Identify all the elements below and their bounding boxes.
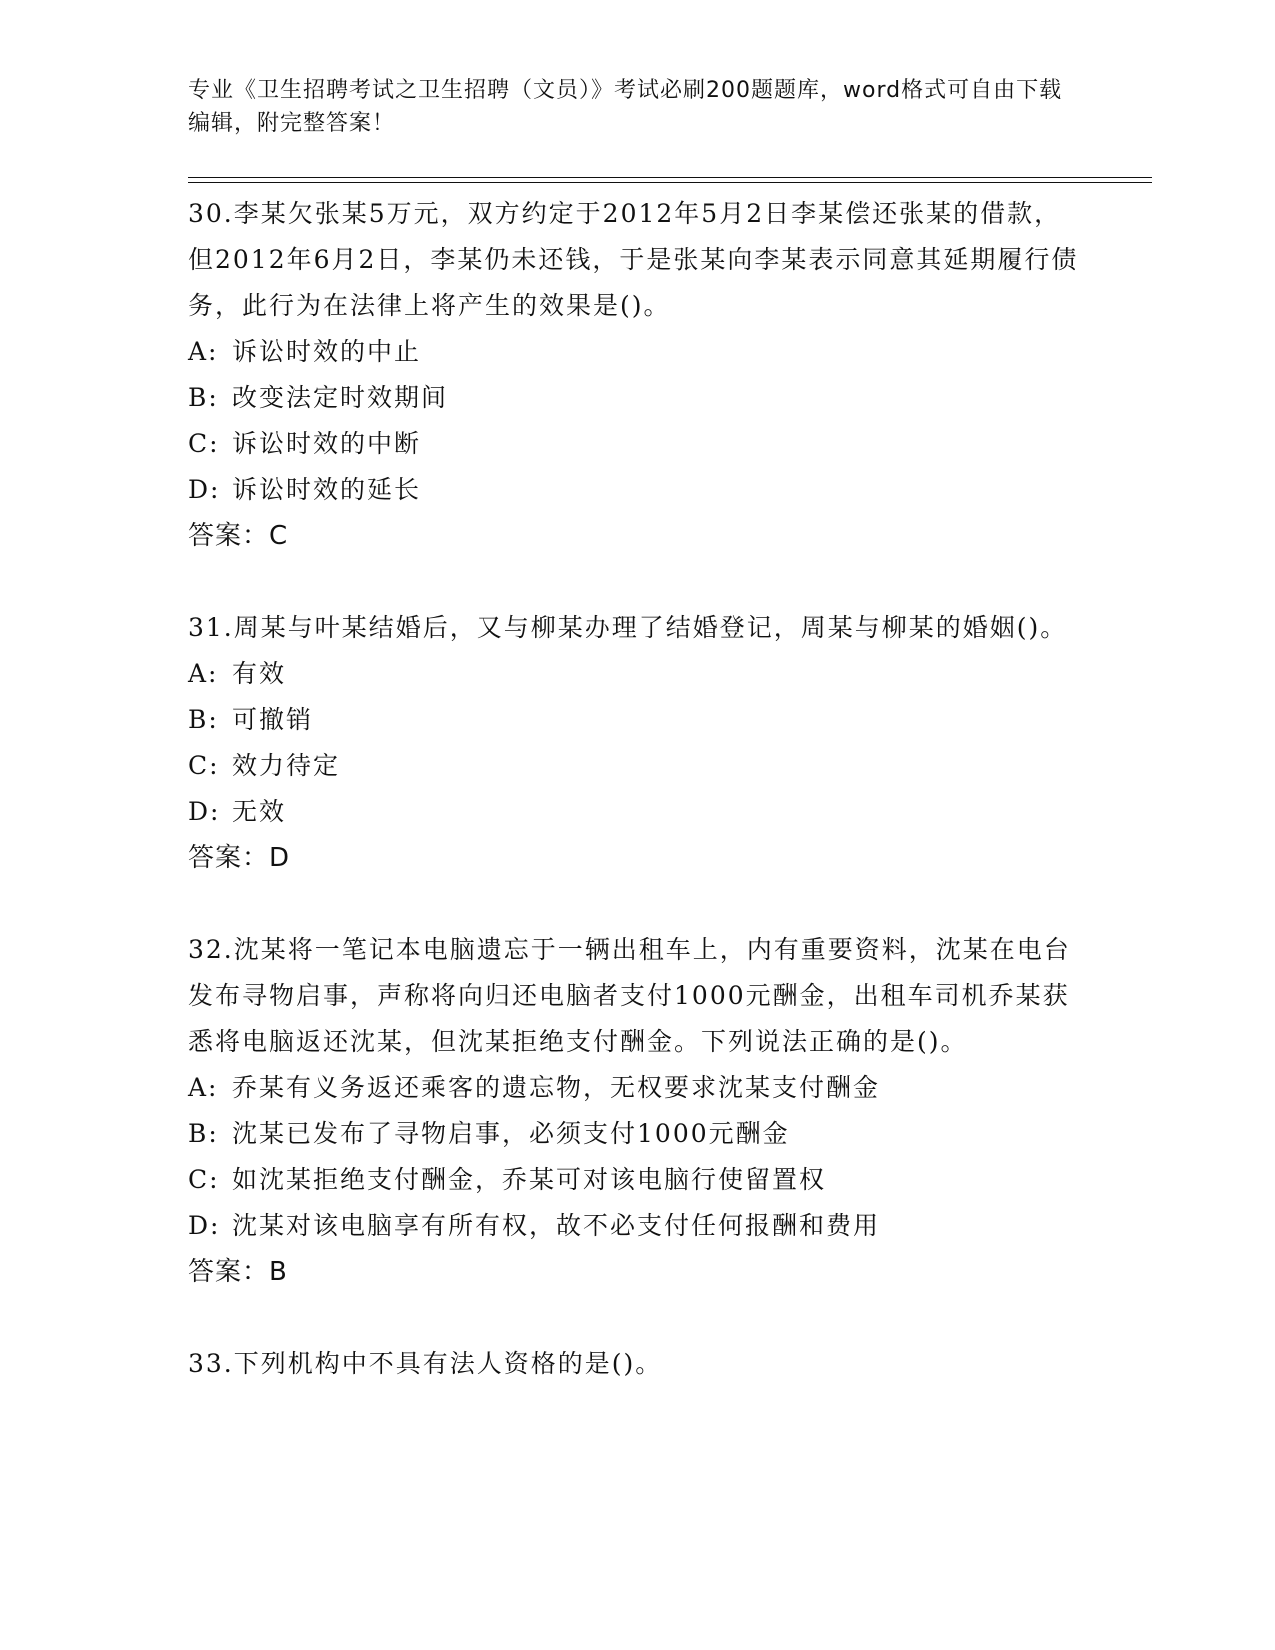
option-d [188, 789, 1088, 835]
question-31 [188, 605, 1088, 881]
option-text: 诉讼时效的中断 [232, 429, 422, 458]
option-text: 可撤销 [232, 705, 314, 734]
option-b [188, 1111, 1088, 1157]
option-key: A: [188, 337, 219, 366]
option-key: A: [188, 659, 219, 688]
question-33 [188, 1341, 1088, 1387]
option-c [188, 1157, 1088, 1203]
option-key: B: [188, 383, 219, 412]
option-key: D: [188, 797, 221, 826]
option-text: 乔某有义务返还乘客的遗忘物，无权要求沈某支付酬金 [232, 1073, 881, 1102]
option-text: 诉讼时效的中止 [232, 337, 422, 366]
answer-label: 答案：C [188, 521, 289, 551]
option-text: 沈某对该电脑享有所有权，故不必支付任何报酬和费用 [232, 1211, 881, 1240]
question-text: 31.周某与叶某结婚后，又与柳某办理了结婚登记，周某与柳某的婚姻()。 [188, 613, 1068, 642]
option-key: B: [188, 1119, 219, 1148]
document-header: 专业《卫生招聘考试之卫生招聘（文员）》考试必刷200题题库，word格式可自由下载编辑，附完整答案！ [188, 78, 1063, 136]
option-key: C: [188, 429, 220, 458]
option-b [188, 375, 1088, 421]
option-d [188, 467, 1088, 513]
header-divider-bottom [188, 182, 1152, 183]
question-text: 33.下列机构中不具有法人资格的是()。 [188, 1349, 663, 1378]
option-text: 如沈某拒绝支付酬金，乔某可对该电脑行使留置权 [232, 1165, 827, 1194]
question-30 [188, 191, 1088, 559]
option-d [188, 1203, 1088, 1249]
option-a [188, 1065, 1088, 1111]
option-a [188, 651, 1088, 697]
option-text: 有效 [232, 659, 287, 688]
option-c [188, 743, 1088, 789]
question-text: 32.沈某将一笔记本电脑遗忘于一辆出租车上，内有重要资料，沈某在电台发布寻物启事，声称将向归还电脑者支付1000元酬金，出租车司机乔某获悉将电脑返还沈某，但沈某拒绝支付酬金。下列说法正确的是()。 [188, 935, 1071, 1056]
option-a [188, 329, 1088, 375]
option-key: D: [188, 1211, 221, 1240]
option-text: 无效 [232, 797, 287, 826]
option-key: B: [188, 705, 219, 734]
option-key: C: [188, 751, 220, 780]
question-32 [188, 927, 1088, 1295]
option-b [188, 697, 1088, 743]
option-key: C: [188, 1165, 220, 1194]
question-text: 30.李某欠张某5万元，双方约定于2012年5月2日李某偿还张某的借款，但2012年6月2日，李某仍未还钱，于是张某向李某表示同意其延期履行债务，此行为在法律上将产生的效果是()。 [188, 199, 1079, 320]
question-list [188, 191, 1088, 1433]
option-text: 沈某已发布了寻物启事，必须支付1000元酬金 [232, 1119, 790, 1148]
option-c [188, 421, 1088, 467]
option-text: 效力待定 [232, 751, 341, 780]
answer-label: 答案：D [188, 843, 291, 873]
option-key: D: [188, 475, 221, 504]
option-text: 诉讼时效的延长 [232, 475, 422, 504]
answer-label: 答案：B [188, 1257, 288, 1287]
option-text: 改变法定时效期间 [232, 383, 449, 412]
option-key: A: [188, 1073, 219, 1102]
header-divider-top [188, 177, 1152, 178]
